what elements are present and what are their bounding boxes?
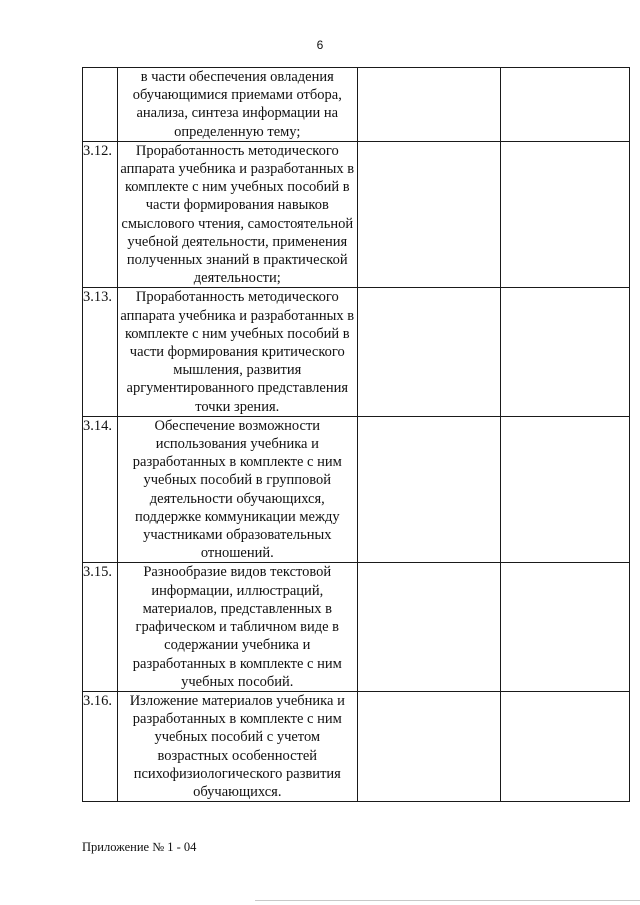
row-number: 3.12. [83,141,118,288]
table-row [83,563,630,691]
table-row [83,288,630,416]
row-number: 3.16. [83,691,118,801]
row-number: 3.14. [83,416,118,563]
table-row [83,141,630,288]
criterion-text: Проработанность методического аппарата учебника и разработанных в комплекте с ним учебных пособий в части формирования критического мышления, развития аргументированного представления точки зрения. [118,288,357,416]
row-number [83,68,118,142]
criterion-text: Разнообразие видов текстовой информации, иллюстраций, материалов, представленных в графическом и табличном виде в содержании учебника и разработанных в комплекте с ним учебных пособий. [118,563,357,691]
comment-cell [500,416,629,563]
criterion-text: в части обеспечения овладения обучающимися приемами отбора, анализа, синтеза информации на определенную тему; [118,68,357,142]
row-number: 3.13. [83,288,118,416]
criterion-text: Изложение материалов учебника и разработанных в комплекте с ним учебных пособий с учетом возрастных особенностей психофизиологического развития обучающихся. [118,691,357,801]
table-row [83,68,630,142]
comment-cell [500,288,629,416]
row-number: 3.15. [83,563,118,691]
criterion-text: Обеспечение возможности использования учебника и разработанных в комплекте с ним учебных пособий в групповой деятельности обучающихся, поддержке коммуникации между участниками образовательных отношений. [118,416,357,563]
score-cell [357,563,500,691]
score-cell [357,416,500,563]
criterion-text: Проработанность методического аппарата учебника и разработанных в комплекте с ним учебных пособий в части формирования навыков смыслового чтения, самостоятельной учебной деятельности, применения полученных знаний в практической деятельности; [118,141,357,288]
table-row [83,691,630,801]
appendix-footer: Приложение № 1 - 04 [82,840,197,854]
comment-cell [500,563,629,691]
table-row [83,416,630,563]
comment-cell [500,691,629,801]
comment-cell [500,141,629,288]
comment-cell [500,68,629,142]
score-cell [357,141,500,288]
page-number: 6 [316,38,324,52]
score-cell [357,691,500,801]
criteria-table [82,67,630,802]
scan-edge-line [255,900,640,901]
score-cell [357,68,500,142]
score-cell [357,288,500,416]
